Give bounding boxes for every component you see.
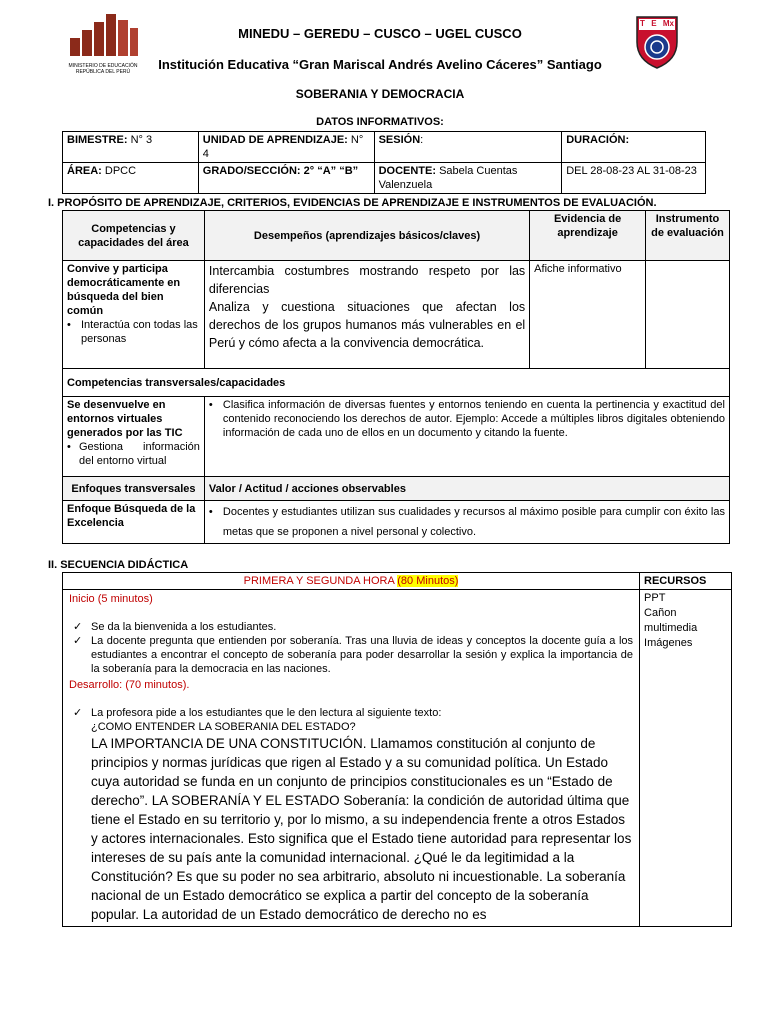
inicio-item-1: ✓ Se da la bienvenida a los estudiantes. [69, 620, 633, 634]
recurso-imagenes: Imágenes [644, 637, 693, 649]
tic-competencia: Se desenvuelve en entornos virtuales generados por las TIC [67, 399, 183, 439]
proposito-table [62, 210, 730, 544]
minedu-logo-icon [66, 12, 140, 58]
instrumento-cell [646, 261, 730, 369]
inicio-item-2: ✓ La docente pregunta que entienden por soberanía. Tras una lluvia de ideas y conceptos la docente guía a los estudiantes a encontrar el concepto de soberanía para poder desarrollar la sesión y explica la importancia de la soberanía para la democracia en las naciones. [69, 634, 633, 676]
area-cell: ÁREA: DPCC [63, 163, 199, 194]
docente-cell: DOCENTE: Sabela Cuentas Valenzuela [374, 163, 562, 194]
valor-header: Valor / Actitud / acciones observables [204, 477, 729, 501]
desempeno-1: Intercambia costumbres mostrando respeto por las diferencias [208, 264, 526, 296]
secuencia-table [62, 572, 732, 927]
competencia-cell [63, 261, 205, 369]
enfoques-header: Enfoques transversales [63, 477, 205, 501]
section2-title: II. SECUENCIA DIDÁCTICA [48, 559, 189, 571]
recurso-canon: Cañon multimedia [644, 607, 698, 634]
recursos-cell [640, 590, 732, 927]
header-evidencia: Evidencia de aprendizaje [530, 211, 646, 261]
tic-cell [63, 397, 205, 477]
header-line3: SOBERANIA Y DEMOCRACIA [295, 87, 465, 101]
minedu-logo-text: MINISTERIO DE EDUCACIÓN REPÚBLICA DEL PERÚ [68, 63, 138, 75]
duracion-label-cell: DURACIÓN: [562, 132, 706, 163]
header-line1: MINEDU – GEREDU – CUSCO – UGEL CUSCO [238, 26, 522, 41]
inicio-label: Inicio (5 minutos) [69, 593, 153, 605]
header-line2: Institución Educativa “Gran Mariscal Andrés Avelino Cáceres” Santiago [158, 57, 602, 72]
recursos-header: RECURSOS [640, 573, 732, 590]
desarrollo-item: ✓ La profesora pide a los estudiantes que le den lectura al siguiente texto: [69, 706, 633, 720]
section1-title: I. PROPÓSITO DE APRENDIZAJE, CRITERIOS, EVIDENCIAS DE APRENDIZAJE E INSTRUMENTOS DE EVALUACIÓN. [48, 197, 657, 209]
secuencia-content [63, 590, 640, 927]
reading-question: ¿COMO ENTENDER LA SOBERANIA DEL ESTADO? [91, 721, 356, 733]
tic-desc-cell [204, 397, 729, 477]
shield-letter-t: T [640, 19, 645, 28]
capacidad-text: • Interactúa con todas las personas [67, 318, 200, 346]
enfoque-desc: • Docentes y estudiantes utilizan sus cualidades y recursos al máximo posible para cumplir con éxito las metas que se proponen a nivel personal y colectivo. [209, 502, 725, 542]
enfoque-cell: Enfoque Búsqueda de la Excelencia [63, 501, 205, 544]
datos-title: DATOS INFORMATIVOS: [316, 116, 444, 128]
header-desempenos: Desempeños (aprendizajes básicos/claves) [204, 211, 529, 261]
shield-letter-mx: Mx [662, 19, 674, 28]
grado-cell: GRADO/SECCIÓN: 2° “A” “B” [198, 163, 374, 194]
enfoque-desc-cell [204, 501, 729, 544]
datos-table [62, 131, 706, 194]
hora-label: PRIMERA Y SEGUNDA HORA [243, 575, 398, 587]
desempeno-cell [204, 261, 529, 369]
hora-minutes: (80 Minutos) [397, 575, 459, 587]
bimestre-cell: BIMESTRE: N° 3 [63, 132, 199, 163]
desarrollo-label: Desarrollo: (70 minutos). [69, 679, 190, 691]
evidencia-cell: Afiche informativo [530, 261, 646, 369]
tic-capacidad: • Gestiona información del entorno virtual [67, 440, 200, 468]
hora-header [63, 573, 640, 590]
tic-desc: • Clasifica información de diversas fuentes y entornos teniendo en cuenta la pertinencia y exactitud del contenido reconociendo los derechos de autor. Ejemplo: Accede a múltiples libros digitales obteniendo información de cada uno de ellos en un documento y citando la fuente. [209, 398, 725, 440]
sesion-cell: SESIÓN: [374, 132, 562, 163]
unidad-cell: UNIDAD DE APRENDIZAJE: N° 4 [198, 132, 374, 163]
transversales-header: Competencias transversales/capacidades [63, 369, 730, 397]
reading-text: LA IMPORTANCIA DE UNA CONSTITUCIÓN. Llamamos constitución al conjunto de principios y normas jurídicas que rigen al Estado y a su comunidad política. Un Estado cuya autoridad se funda en un conjunto de principios constitucionales es un “Estado de derecho”. LA SOBERANÍA Y EL ESTADO Soberanía: la condición de autoridad última que tiene el Estado en su territorio y, por lo mismo, a su independencia frente a otros Estados y actores internacionales. Esto significa que el Estado tiene autoridad para representar los intereses de su país ante la comunidad internacional. ¿Qué le da legitimidad a la Constitución? Es que su poder no sea arbitrario, absoluto ni incuestionable. La soberanía nacional de un Estado democrático se explica a partir del concepto de la soberanía popular. La autoridad de un Estado democrático de derecho no es [91, 736, 632, 922]
header-instrumento: Instrumento de evaluación [646, 211, 730, 261]
competencia-text: Convive y participa democráticamente en búsqueda del bien común [67, 263, 181, 317]
recurso-ppt: PPT [644, 592, 666, 604]
duracion-value-cell: DEL 28-08-23 AL 31-08-23 [562, 163, 706, 194]
shield-letter-e: E [651, 19, 657, 28]
header-competencias: Competencias y capacidades del área [63, 211, 205, 261]
desempeno-2: Analiza y cuestiona situaciones que afectan los derechos de los grupos humanos más vulnerables en el Perú y cómo afecta a la convivencia democrática. [208, 300, 526, 350]
